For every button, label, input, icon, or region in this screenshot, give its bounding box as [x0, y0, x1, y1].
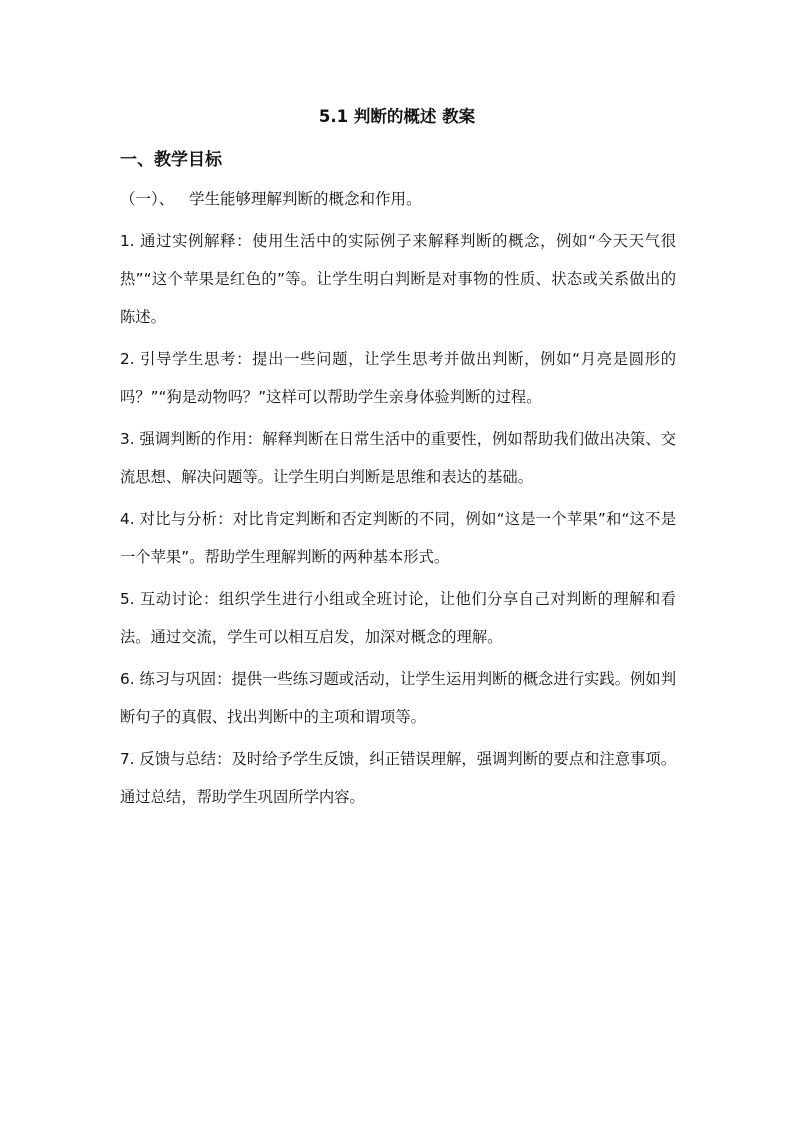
goal-item-list: [120, 222, 676, 820]
goal-item-6: 6. 练习与巩固：提供一些练习题或活动，让学生运用判断的概念进行实践。例如判断句子的真假、找出判断中的主项和谓项等。: [120, 670, 676, 726]
goal-item-7: 7. 反馈与总结：及时给予学生反馈，纠正错误理解，强调判断的要点和注意事项。通过总结，帮助学生巩固所学内容。: [120, 750, 676, 806]
goal-item-5: 5. 互动讨论：组织学生进行小组或全班讨论，让他们分享自己对判断的理解和看法。通过交流，学生可以相互启发，加深对概念的理解。: [120, 590, 676, 646]
subheading-goal-one: （一）、 学生能够理解判断的概念和作用。: [120, 190, 422, 208]
goal-item-3: 3. 强调判断的作用：解释判断在日常生活中的重要性，例如帮助我们做出决策、交流思想、解决问题等。让学生明白判断是思维和表达的基础。: [120, 430, 676, 486]
document-title: 5.1 判断的概述 教案: [318, 107, 476, 126]
goal-item-4: 4. 对比与分析：对比肯定判断和否定判断的不同，例如“这是一个苹果”和“这不是一个苹果”。帮助学生理解判断的两种基本形式。: [120, 510, 676, 566]
goal-item-1: 1. 通过实例解释：使用生活中的实际例子来解释判断的概念，例如“今天天气很热”“这个苹果是红色的”等。让学生明白判断是对事物的性质、状态或关系做出的陈述。: [120, 232, 676, 326]
goal-item-2: 2. 引导学生思考：提出一些问题，让学生思考并做出判断，例如“月亮是圆形的吗？”“狗是动物吗？”这样可以帮助学生亲身体验判断的过程。: [120, 350, 676, 406]
section-heading-teaching-goals: 一、教学目标: [120, 150, 222, 170]
